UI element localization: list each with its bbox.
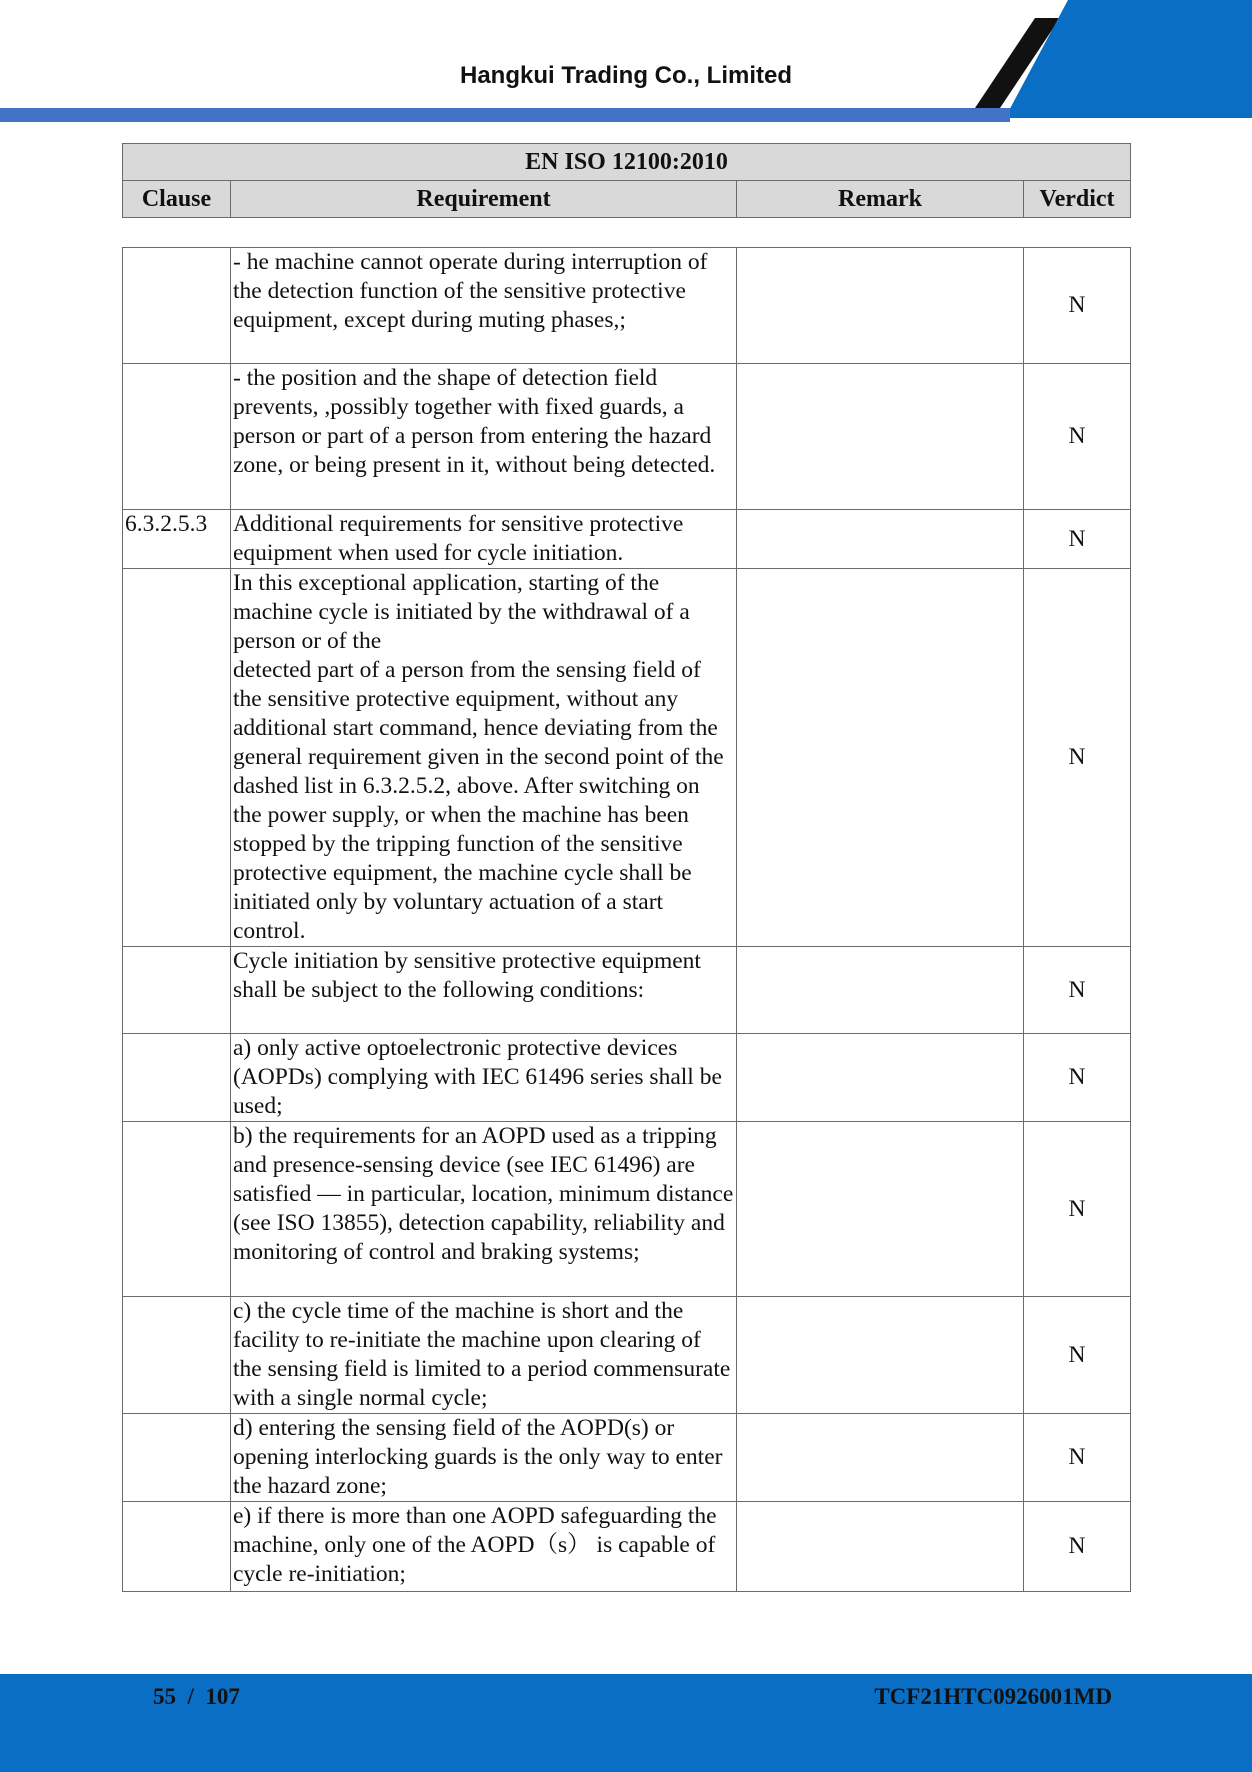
table-row (123, 1502, 1131, 1592)
verdict-cell: N (1024, 364, 1131, 510)
clause-cell (123, 1414, 231, 1502)
standard-title: EN ISO 12100:2010 (123, 144, 1131, 181)
table-row (123, 1034, 1131, 1122)
column-header-verdict: Verdict (1024, 181, 1131, 218)
company-name: Hangkui Trading Co., Limited (459, 62, 792, 89)
clause-cell (123, 1502, 231, 1592)
clause-cell (123, 248, 231, 364)
clause-cell: 6.3.2.5.3 (123, 510, 231, 569)
verdict-cell: N (1024, 1502, 1131, 1592)
remark-cell (737, 947, 1024, 1034)
clause-cell (123, 1297, 231, 1414)
clause-cell (123, 364, 231, 510)
verdict-cell: N (1024, 947, 1131, 1034)
table-row (123, 510, 1131, 569)
page-number: 55 / 107 (153, 1684, 240, 1709)
requirement-cell: c) the cycle time of the machine is short and the facility to re-initiate the machine upon clearing of the sensing field is limited to a period commensurate with a single normal cycle; (231, 1297, 737, 1414)
table-row (123, 1122, 1131, 1297)
remark-cell (737, 248, 1024, 364)
column-header-remark: Remark (737, 181, 1024, 218)
verdict-cell: N (1024, 569, 1131, 947)
requirement-cell: Additional requirements for sensitive protective equipment when used for cycle initiation. (231, 510, 737, 569)
requirement-cell: In this exceptional application, starting of the machine cycle is initiated by the withdrawal of a person or of the detected part of a person from the sensing field of the sensitive protective equipment, without any additional start command, hence deviating from the general requirement given in the second point of the dashed list in 6.3.2.5.2, above. After switching on the power supply, or when the machine has been stopped by the tripping function of the sensitive protective equipment, the machine cycle shall be initiated only by voluntary actuation of a start control. (231, 569, 737, 947)
remark-cell (737, 1122, 1024, 1297)
remark-cell (737, 1297, 1024, 1414)
table-row (123, 364, 1131, 510)
column-header-clause: Clause (123, 181, 231, 218)
requirements-table (122, 247, 1131, 1592)
standard-header-table (122, 143, 1131, 218)
remark-cell (737, 1034, 1024, 1122)
remark-cell (737, 364, 1024, 510)
verdict-cell: N (1024, 1122, 1131, 1297)
remark-cell (737, 569, 1024, 947)
verdict-cell: N (1024, 1297, 1131, 1414)
requirement-cell: e) if there is more than one AOPD safeguarding the machine, only one of the AOPD（s） is capable of cycle re-initiation; (231, 1502, 737, 1592)
requirement-cell: d) entering the sensing field of the AOPD(s) or opening interlocking guards is the only way to enter the hazard zone; (231, 1414, 737, 1502)
remark-cell (737, 1502, 1024, 1592)
clause-cell (123, 1034, 231, 1122)
remark-cell (737, 1414, 1024, 1502)
verdict-cell: N (1024, 1414, 1131, 1502)
header-band (0, 108, 1010, 122)
verdict-cell: N (1024, 1034, 1131, 1122)
clause-cell (123, 947, 231, 1034)
verdict-cell: N (1024, 248, 1131, 364)
table-row (123, 1297, 1131, 1414)
clause-cell (123, 1122, 231, 1297)
remark-cell (737, 510, 1024, 569)
table-row (123, 947, 1131, 1034)
requirement-cell: a) only active optoelectronic protective devices (AOPDs) complying with IEC 61496 series shall be used; (231, 1034, 737, 1122)
verdict-cell: N (1024, 510, 1131, 569)
table-row (123, 569, 1131, 947)
requirement-cell: b) the requirements for an AOPD used as a tripping and presence-sensing device (see IEC 61496) are satisfied — in particular, location, minimum distance (see ISO 13855), detection capability, reliability and monitoring of control and braking systems; (231, 1122, 737, 1297)
table-row (123, 1414, 1131, 1502)
clause-cell (123, 569, 231, 947)
requirement-cell: Cycle initiation by sensitive protective equipment shall be subject to the following conditions: (231, 947, 737, 1034)
requirement-cell: - he machine cannot operate during interruption of the detection function of the sensitive protective equipment, except during muting phases,; (231, 248, 737, 364)
table-row (123, 248, 1131, 364)
column-header-requirement: Requirement (231, 181, 737, 218)
requirement-cell: - the position and the shape of detection field prevents, ,possibly together with fixed guards, a person or part of a person from entering the hazard zone, or being present in it, without being detected. (231, 364, 737, 510)
document-id: TCF21HTC0926001MD (874, 1684, 1112, 1709)
